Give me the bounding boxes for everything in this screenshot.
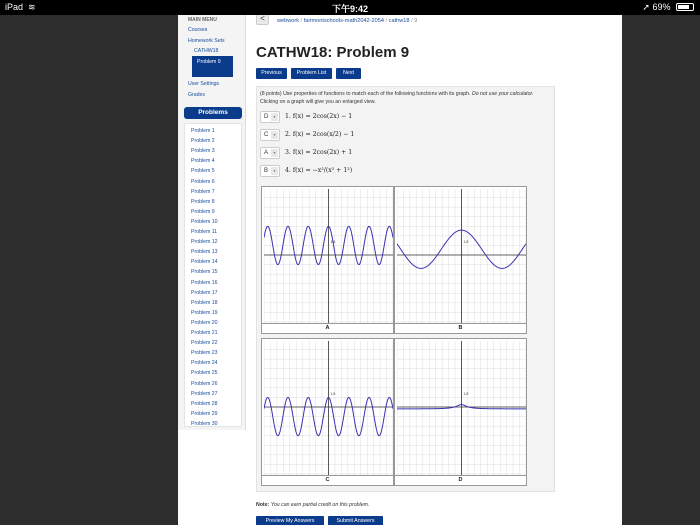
main-menu-title: MAIN MENU	[188, 17, 217, 23]
question-text-3: 3. f(x) = 2cos(2x) + 1	[285, 149, 353, 156]
problem-link[interactable]: Problem 20	[191, 319, 218, 326]
status-bar	[0, 0, 700, 15]
breadcrumb-current: 9	[414, 18, 418, 24]
problem-link[interactable]: Problem 25	[191, 370, 218, 377]
tick-label: 1.8	[463, 392, 469, 396]
graph-d[interactable]	[394, 338, 527, 486]
problem-link[interactable]: Problem 8	[191, 198, 215, 205]
chevron-down-icon: ▾	[271, 167, 278, 175]
problem-link[interactable]: Problem 1	[191, 128, 215, 134]
battery-status	[642, 2, 694, 13]
nav-cathw18[interactable]: CATHW18	[194, 48, 219, 54]
problems-header: Problems	[184, 107, 242, 119]
chevron-down-icon: ▾	[271, 149, 278, 157]
device-label: iPad	[5, 2, 24, 12]
graph-a-label: A	[262, 323, 393, 333]
problem-link[interactable]: Problem 3	[191, 148, 215, 155]
battery-icon	[676, 3, 694, 11]
tick-label: 1.8	[463, 240, 469, 244]
graph-a[interactable]	[261, 186, 394, 334]
nav-grades[interactable]: Grades	[188, 92, 206, 98]
graph-a-plot[interactable]	[264, 189, 393, 323]
clock: 下午9:42	[331, 4, 368, 14]
breadcrumb-course[interactable]: fairmontschools-math2042-2054	[303, 18, 384, 24]
question-text-2: 2. f(x) = 2cos(x/2) − 1	[285, 131, 355, 138]
problem-link[interactable]: Problem 30	[191, 420, 218, 427]
breadcrumb: webwork / fairmontschools-math2042-2054 / cathw18 / 9	[277, 18, 418, 24]
graph-d-plot[interactable]	[397, 341, 526, 475]
problem-body	[256, 86, 555, 492]
nav-homework-sets[interactable]: Homework Sets	[188, 38, 225, 44]
battery-percent: 69%	[652, 2, 671, 12]
problem-link[interactable]: Problem 13	[191, 249, 218, 256]
problem-link[interactable]: Problem 17	[191, 289, 218, 296]
answer-select-2[interactable]: C ▾	[260, 129, 280, 141]
next-button[interactable]: Next	[336, 68, 361, 79]
problem-instructions: (8 points) Use properties of functions to match each of the following functions with its graph. Do not use your calculator. Clicking on a graph will give you an enlarged view.	[260, 91, 534, 105]
answer-select-1[interactable]: D ▾	[260, 111, 280, 123]
problem-list	[184, 123, 242, 427]
problem-link[interactable]: Problem 6	[191, 178, 215, 185]
graph-b-plot[interactable]	[397, 189, 526, 323]
back-button[interactable]: <	[256, 15, 269, 25]
problem-link[interactable]: Problem 12	[191, 239, 218, 246]
problem-link[interactable]: Problem 26	[191, 380, 218, 387]
graph-grid	[261, 186, 527, 486]
nav-user-settings[interactable]: User Settings	[188, 81, 220, 87]
problem-link[interactable]: Problem 9	[191, 208, 215, 215]
tick-label: 1.8	[330, 392, 336, 396]
problem-link[interactable]: Problem 18	[191, 299, 218, 306]
problem-link[interactable]: Problem 28	[191, 400, 218, 407]
problem-link[interactable]: Problem 16	[191, 279, 218, 286]
chevron-down-icon: ▾	[271, 113, 278, 121]
graph-c-plot[interactable]	[264, 341, 393, 475]
problem-link[interactable]: Problem 19	[191, 309, 218, 316]
graph-b[interactable]	[394, 186, 527, 334]
graph-b-label: B	[395, 323, 526, 333]
breadcrumb-set[interactable]: cathw18	[388, 18, 410, 24]
graph-c[interactable]	[261, 338, 394, 486]
breadcrumb-webwork[interactable]: webwork	[277, 18, 300, 24]
problem-link[interactable]: Problem 29	[191, 410, 218, 417]
problem-link[interactable]: Problem 23	[191, 350, 218, 357]
problem-link[interactable]: Problem 11	[191, 229, 218, 235]
problem-link[interactable]: Problem 21	[191, 330, 218, 336]
question-text-4: 4. f(x) = −x²/(x² + 1²)	[285, 167, 353, 174]
graph-d-label: D	[395, 475, 526, 485]
nav-courses[interactable]: Courses	[188, 27, 208, 33]
problem-link[interactable]: Problem 24	[191, 360, 218, 367]
problem-link[interactable]: Problem 2	[191, 138, 215, 145]
partial-credit-note: Note: You can earn partial credit on this problem.	[256, 502, 370, 508]
problem-link[interactable]: Problem 10	[191, 218, 218, 225]
webwork-page	[178, 15, 622, 525]
problem-link[interactable]: Problem 15	[191, 269, 218, 276]
answer-select-4[interactable]: B ▾	[260, 165, 280, 177]
graph-c-label: C	[262, 475, 393, 485]
nav-active-problem[interactable]: Problem 9	[192, 56, 233, 77]
problem-list-button[interactable]: Problem List	[291, 68, 332, 79]
right-margin	[622, 15, 700, 525]
problem-link[interactable]: Problem 4	[191, 158, 215, 165]
preview-answers-button[interactable]: Preview My Answers	[256, 516, 324, 525]
chevron-down-icon: ▾	[271, 131, 278, 139]
problem-link[interactable]: Problem 14	[191, 259, 218, 266]
problem-link[interactable]: Problem 22	[191, 340, 218, 347]
problem-link[interactable]: Problem 5	[191, 168, 215, 175]
submit-answers-button[interactable]: Submit Answers	[328, 516, 383, 525]
previous-button[interactable]: Previous	[256, 68, 287, 79]
problem-link[interactable]: Problem 27	[191, 390, 218, 397]
main-menu	[178, 15, 246, 430]
left-margin	[0, 15, 178, 525]
problem-link[interactable]: Problem 7	[191, 188, 215, 195]
wifi-icon: ≋	[28, 2, 36, 12]
tick-label: 1.8	[330, 240, 336, 244]
question-text-1: 1. f(x) = 2cos(2x) − 1	[285, 113, 353, 120]
location-icon: ➚	[642, 2, 650, 12]
page-title: CATHW18: Problem 9	[256, 44, 410, 61]
answer-select-3[interactable]: A ▾	[260, 147, 280, 159]
